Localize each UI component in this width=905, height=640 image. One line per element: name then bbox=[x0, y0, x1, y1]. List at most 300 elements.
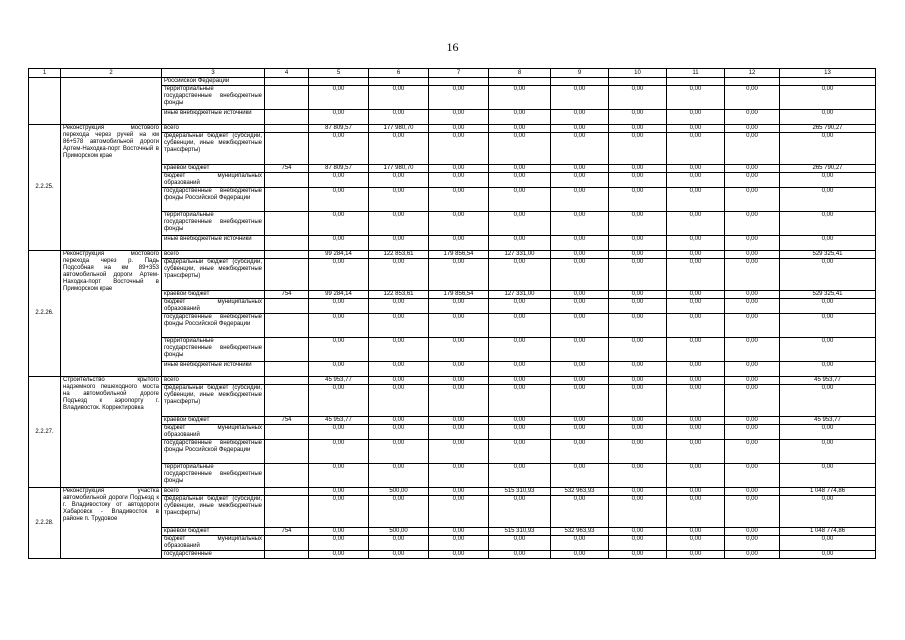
grbs-code bbox=[265, 125, 309, 133]
amount-cell: 0,00 bbox=[489, 259, 551, 291]
amount-cell: 0,00 bbox=[609, 536, 667, 551]
amount-cell: 0,00 bbox=[780, 440, 876, 464]
amount-cell: 0,00 bbox=[725, 212, 780, 236]
column-header: 4 bbox=[265, 69, 309, 78]
amount-cell: 0,00 bbox=[667, 110, 725, 125]
grbs-code bbox=[265, 251, 309, 259]
amount-cell: 0,00 bbox=[725, 291, 780, 299]
amount-cell: 0,00 bbox=[429, 425, 489, 440]
funding-source: всего bbox=[162, 251, 265, 259]
column-header: 12 bbox=[725, 69, 780, 78]
amount-cell: 0,00 bbox=[429, 125, 489, 133]
funding-source: территориальные государственные внебюджетные фонды bbox=[162, 338, 265, 362]
amount-cell: 0,00 bbox=[609, 125, 667, 133]
amount-cell: 0,00 bbox=[551, 440, 609, 464]
amount-cell: 0,00 bbox=[725, 110, 780, 125]
amount-cell: 0,00 bbox=[609, 165, 667, 173]
page-number: 16 bbox=[446, 40, 459, 54]
amount-cell: 0,00 bbox=[609, 496, 667, 528]
amount-cell: 0,00 bbox=[551, 173, 609, 188]
amount-cell: 0,00 bbox=[780, 173, 876, 188]
amount-cell: 0,00 bbox=[667, 362, 725, 377]
amount-cell: 0,00 bbox=[369, 236, 429, 251]
amount-cell: 0,00 bbox=[489, 236, 551, 251]
grbs-code: 754 bbox=[265, 528, 309, 536]
amount-cell: 0,00 bbox=[429, 86, 489, 110]
amount-cell: 0,00 bbox=[489, 551, 551, 559]
amount-cell: 0,00 bbox=[667, 299, 725, 314]
amount-cell: 0,00 bbox=[429, 173, 489, 188]
amount-cell: 0,00 bbox=[725, 551, 780, 559]
grbs-code bbox=[265, 236, 309, 251]
amount-cell: 0,00 bbox=[369, 86, 429, 110]
amount-cell: 0,00 bbox=[309, 338, 369, 362]
funding-source: всего bbox=[162, 377, 265, 385]
funding-source: территориальные государственные внебюджетные фонды bbox=[162, 464, 265, 488]
grbs-code bbox=[265, 173, 309, 188]
amount-cell: 0,00 bbox=[309, 236, 369, 251]
amount-cell: 0,00 bbox=[609, 110, 667, 125]
table-body bbox=[29, 69, 876, 559]
amount-cell: 0,00 bbox=[609, 417, 667, 425]
grbs-code bbox=[265, 488, 309, 496]
amount-cell bbox=[309, 78, 369, 86]
grbs-code bbox=[265, 110, 309, 125]
funding-source: всего bbox=[162, 488, 265, 496]
amount-cell: 0,00 bbox=[369, 536, 429, 551]
amount-cell: 0,00 bbox=[429, 488, 489, 496]
grbs-code bbox=[265, 133, 309, 165]
amount-cell: 0,00 bbox=[429, 362, 489, 377]
amount-cell: 0,00 bbox=[429, 377, 489, 385]
grbs-code bbox=[265, 86, 309, 110]
amount-cell: 0,00 bbox=[309, 440, 369, 464]
amount-cell: 0,00 bbox=[667, 377, 725, 385]
amount-cell: 0,00 bbox=[609, 425, 667, 440]
amount-cell: 0,00 bbox=[551, 496, 609, 528]
amount-cell: 0,00 bbox=[551, 385, 609, 417]
amount-cell: 1 048 774,86 bbox=[780, 488, 876, 496]
amount-cell bbox=[667, 78, 725, 86]
item-name: Строительство крытого надземного пешеходного моста на автомобильной дороге Подъезд к аэропорту г. Владивосток. Корректировка bbox=[61, 377, 162, 488]
grbs-code bbox=[265, 536, 309, 551]
funding-source: территориальные государственные внебюджетные фонды bbox=[162, 212, 265, 236]
funding-source: государственные внебюджетные фонды Российской Федерации bbox=[162, 188, 265, 212]
amount-cell: 0,00 bbox=[780, 188, 876, 212]
amount-cell: 0,00 bbox=[309, 110, 369, 125]
amount-cell: 0,00 bbox=[780, 496, 876, 528]
amount-cell: 0,00 bbox=[667, 165, 725, 173]
amount-cell: 0,00 bbox=[489, 464, 551, 488]
amount-cell: 0,00 bbox=[725, 173, 780, 188]
amount-cell: 0,00 bbox=[667, 125, 725, 133]
grbs-code bbox=[265, 385, 309, 417]
funding-source: краевой бюджет bbox=[162, 417, 265, 425]
amount-cell: 0,00 bbox=[667, 236, 725, 251]
funding-source: бюджет муниципальных образований bbox=[162, 173, 265, 188]
amount-cell: 0,00 bbox=[369, 464, 429, 488]
amount-cell: 0,00 bbox=[551, 536, 609, 551]
amount-cell: 0,00 bbox=[369, 338, 429, 362]
amount-cell: 0,00 bbox=[489, 440, 551, 464]
amount-cell: 0,00 bbox=[309, 551, 369, 559]
amount-cell: 0,00 bbox=[667, 259, 725, 291]
amount-cell: 0,00 bbox=[551, 338, 609, 362]
amount-cell bbox=[725, 78, 780, 86]
amount-cell: 0,00 bbox=[309, 425, 369, 440]
amount-cell bbox=[429, 78, 489, 86]
funding-source: государственные bbox=[162, 551, 265, 559]
amount-cell: 529 325,41 bbox=[780, 251, 876, 259]
column-header: 7 bbox=[429, 69, 489, 78]
amount-cell: 179 856,54 bbox=[429, 291, 489, 299]
grbs-code bbox=[265, 259, 309, 291]
amount-cell: 0,00 bbox=[489, 425, 551, 440]
amount-cell: 0,00 bbox=[369, 551, 429, 559]
amount-cell: 0,00 bbox=[780, 551, 876, 559]
funding-source: федеральный бюджет (субсидии, субвенции, иные межбюджетные трансферты) bbox=[162, 385, 265, 417]
amount-cell: 0,00 bbox=[429, 299, 489, 314]
amount-cell: 0,00 bbox=[725, 165, 780, 173]
funding-source: государственные внебюджетные фонды Российской Федерации bbox=[162, 440, 265, 464]
amount-cell: 0,00 bbox=[609, 314, 667, 338]
funding-source: краевой бюджет bbox=[162, 528, 265, 536]
grbs-code bbox=[265, 188, 309, 212]
amount-cell: 0,00 bbox=[725, 338, 780, 362]
column-header: 10 bbox=[609, 69, 667, 78]
amount-cell: 0,00 bbox=[780, 314, 876, 338]
amount-cell: 0,00 bbox=[551, 291, 609, 299]
grbs-code: 754 bbox=[265, 417, 309, 425]
grbs-code bbox=[265, 551, 309, 559]
amount-cell: 0,00 bbox=[725, 425, 780, 440]
amount-cell: 0,00 bbox=[780, 338, 876, 362]
amount-cell: 0,00 bbox=[369, 417, 429, 425]
amount-cell: 0,00 bbox=[609, 251, 667, 259]
amount-cell: 45 953,77 bbox=[780, 417, 876, 425]
amount-cell: 0,00 bbox=[369, 259, 429, 291]
amount-cell: 0,00 bbox=[667, 464, 725, 488]
amount-cell: 0,00 bbox=[667, 291, 725, 299]
amount-cell: 0,00 bbox=[369, 314, 429, 338]
amount-cell: 0,00 bbox=[667, 536, 725, 551]
funding-source: краевой бюджет bbox=[162, 165, 265, 173]
amount-cell: 0,00 bbox=[780, 133, 876, 165]
amount-cell: 0,00 bbox=[309, 173, 369, 188]
amount-cell: 0,00 bbox=[309, 464, 369, 488]
amount-cell: 0,00 bbox=[429, 551, 489, 559]
amount-cell: 0,00 bbox=[429, 259, 489, 291]
budget-table bbox=[28, 68, 876, 559]
funding-source: иные внебюджетные источники bbox=[162, 236, 265, 251]
funding-source: бюджет муниципальных образований bbox=[162, 425, 265, 440]
funding-source: государственные внебюджетные фонды Российской Федерации bbox=[162, 314, 265, 338]
amount-cell: 177 980,70 bbox=[369, 165, 429, 173]
amount-cell: 0,00 bbox=[667, 251, 725, 259]
amount-cell: 0,00 bbox=[609, 236, 667, 251]
amount-cell: 122 853,61 bbox=[369, 291, 429, 299]
amount-cell bbox=[489, 78, 551, 86]
amount-cell bbox=[780, 78, 876, 86]
amount-cell: 0,00 bbox=[489, 417, 551, 425]
amount-cell: 0,00 bbox=[551, 110, 609, 125]
amount-cell: 0,00 bbox=[551, 236, 609, 251]
amount-cell: 99 284,14 bbox=[309, 251, 369, 259]
amount-cell: 0,00 bbox=[667, 551, 725, 559]
amount-cell: 0,00 bbox=[667, 440, 725, 464]
amount-cell: 0,00 bbox=[725, 133, 780, 165]
amount-cell: 0,00 bbox=[429, 385, 489, 417]
amount-cell: 0,00 bbox=[489, 165, 551, 173]
amount-cell: 0,00 bbox=[780, 259, 876, 291]
amount-cell: 0,00 bbox=[780, 536, 876, 551]
amount-cell: 0,00 bbox=[551, 251, 609, 259]
grbs-code: 754 bbox=[265, 291, 309, 299]
amount-cell: 1 048 774,86 bbox=[780, 528, 876, 536]
amount-cell: 0,00 bbox=[429, 440, 489, 464]
amount-cell: 0,00 bbox=[609, 528, 667, 536]
amount-cell: 0,00 bbox=[489, 338, 551, 362]
amount-cell: 0,00 bbox=[725, 417, 780, 425]
amount-cell: 532 963,93 bbox=[551, 528, 609, 536]
amount-cell: 0,00 bbox=[725, 362, 780, 377]
amount-cell: 0,00 bbox=[551, 133, 609, 165]
amount-cell: 0,00 bbox=[429, 110, 489, 125]
amount-cell: 0,00 bbox=[551, 551, 609, 559]
amount-cell: 0,00 bbox=[489, 385, 551, 417]
column-header: 13 bbox=[780, 69, 876, 78]
amount-cell: 0,00 bbox=[780, 425, 876, 440]
amount-cell: 0,00 bbox=[780, 110, 876, 125]
amount-cell: 515 310,93 bbox=[489, 488, 551, 496]
amount-cell: 87 809,57 bbox=[309, 125, 369, 133]
header-row bbox=[29, 69, 876, 78]
amount-cell: 0,00 bbox=[489, 496, 551, 528]
amount-cell: 0,00 bbox=[780, 212, 876, 236]
grbs-code bbox=[265, 464, 309, 488]
amount-cell: 0,00 bbox=[667, 488, 725, 496]
amount-cell: 0,00 bbox=[369, 110, 429, 125]
amount-cell: 0,00 bbox=[551, 377, 609, 385]
amount-cell: 500,00 bbox=[369, 488, 429, 496]
amount-cell: 0,00 bbox=[725, 464, 780, 488]
funding-source: бюджет муниципальных образований bbox=[162, 299, 265, 314]
amount-cell: 0,00 bbox=[551, 259, 609, 291]
amount-cell: 0,00 bbox=[369, 377, 429, 385]
amount-cell: 179 856,54 bbox=[429, 251, 489, 259]
amount-cell: 99 284,14 bbox=[309, 291, 369, 299]
amount-cell: 0,00 bbox=[667, 528, 725, 536]
amount-cell: 0,00 bbox=[309, 212, 369, 236]
amount-cell: 177 980,70 bbox=[369, 125, 429, 133]
amount-cell: 0,00 bbox=[429, 496, 489, 528]
item-code: 2.2.28. bbox=[29, 488, 61, 559]
amount-cell: 0,00 bbox=[667, 173, 725, 188]
amount-cell: 0,00 bbox=[369, 212, 429, 236]
funding-source: краевой бюджет bbox=[162, 291, 265, 299]
item-code: 2.2.26. bbox=[29, 251, 61, 377]
amount-cell: 0,00 bbox=[609, 188, 667, 212]
amount-cell: 0,00 bbox=[369, 385, 429, 417]
amount-cell: 0,00 bbox=[551, 362, 609, 377]
amount-cell: 122 853,61 bbox=[369, 251, 429, 259]
item-name: Реконструкция мостового перехода через р. Падь Подсобная на км 89+353 автомобильной дороги Артем-Находка-порт Восточный в Приморском крае bbox=[61, 251, 162, 377]
amount-cell: 0,00 bbox=[725, 385, 780, 417]
column-header: 6 bbox=[369, 69, 429, 78]
amount-cell: 0,00 bbox=[667, 314, 725, 338]
item-name bbox=[61, 78, 162, 125]
amount-cell: 0,00 bbox=[309, 314, 369, 338]
column-header: 5 bbox=[309, 69, 369, 78]
amount-cell: 0,00 bbox=[489, 86, 551, 110]
amount-cell: 0,00 bbox=[609, 86, 667, 110]
amount-cell: 45 953,77 bbox=[309, 377, 369, 385]
amount-cell: 0,00 bbox=[551, 188, 609, 212]
amount-cell: 0,00 bbox=[609, 291, 667, 299]
amount-cell: 0,00 bbox=[551, 86, 609, 110]
grbs-code bbox=[265, 496, 309, 528]
amount-cell: 0,00 bbox=[551, 299, 609, 314]
amount-cell: 0,00 bbox=[489, 377, 551, 385]
grbs-code bbox=[265, 377, 309, 385]
amount-cell: 0,00 bbox=[309, 188, 369, 212]
amount-cell: 532 963,93 bbox=[551, 488, 609, 496]
amount-cell: 0,00 bbox=[429, 188, 489, 212]
funding-source: всего bbox=[162, 125, 265, 133]
amount-cell: 0,00 bbox=[551, 165, 609, 173]
amount-cell: 0,00 bbox=[551, 314, 609, 338]
grbs-code bbox=[265, 78, 309, 86]
column-header: 3 bbox=[162, 69, 265, 78]
column-header: 11 bbox=[667, 69, 725, 78]
amount-cell: 0,00 bbox=[725, 528, 780, 536]
amount-cell: 0,00 bbox=[429, 464, 489, 488]
amount-cell: 0,00 bbox=[551, 125, 609, 133]
amount-cell: 0,00 bbox=[780, 362, 876, 377]
amount-cell: 0,00 bbox=[780, 299, 876, 314]
amount-cell: 0,00 bbox=[725, 299, 780, 314]
amount-cell: 0,00 bbox=[725, 377, 780, 385]
table-row bbox=[29, 377, 876, 385]
amount-cell: 0,00 bbox=[609, 440, 667, 464]
amount-cell: 0,00 bbox=[309, 536, 369, 551]
amount-cell: 0,00 bbox=[725, 236, 780, 251]
amount-cell: 0,00 bbox=[609, 551, 667, 559]
amount-cell: 0,00 bbox=[725, 488, 780, 496]
amount-cell: 0,00 bbox=[725, 496, 780, 528]
amount-cell: 0,00 bbox=[780, 86, 876, 110]
amount-cell: 0,00 bbox=[309, 496, 369, 528]
amount-cell: 0,00 bbox=[429, 528, 489, 536]
funding-source: иные внебюджетные источники bbox=[162, 362, 265, 377]
amount-cell: 0,00 bbox=[667, 496, 725, 528]
grbs-code bbox=[265, 314, 309, 338]
amount-cell: 0,00 bbox=[309, 362, 369, 377]
column-header: 2 bbox=[61, 69, 162, 78]
amount-cell: 0,00 bbox=[489, 314, 551, 338]
amount-cell: 0,00 bbox=[667, 385, 725, 417]
amount-cell: 0,00 bbox=[551, 212, 609, 236]
funding-source: федеральный бюджет (субсидии, субвенции, иные межбюджетные трансферты) bbox=[162, 259, 265, 291]
funding-source: федеральный бюджет (субсидии, субвенции, иные межбюджетные трансферты) bbox=[162, 496, 265, 528]
amount-cell: 0,00 bbox=[369, 496, 429, 528]
grbs-code: 754 bbox=[265, 165, 309, 173]
amount-cell: 127 331,00 bbox=[489, 291, 551, 299]
amount-cell: 515 310,93 bbox=[489, 528, 551, 536]
amount-cell: 0,00 bbox=[429, 536, 489, 551]
item-code bbox=[29, 78, 61, 125]
amount-cell: 0,00 bbox=[489, 110, 551, 125]
amount-cell: 500,00 bbox=[369, 528, 429, 536]
amount-cell: 0,00 bbox=[489, 212, 551, 236]
amount-cell: 0,00 bbox=[725, 251, 780, 259]
amount-cell: 0,00 bbox=[609, 377, 667, 385]
amount-cell: 0,00 bbox=[609, 173, 667, 188]
table-row bbox=[29, 78, 876, 86]
amount-cell bbox=[609, 78, 667, 86]
amount-cell: 0,00 bbox=[369, 173, 429, 188]
amount-cell: 0,00 bbox=[309, 385, 369, 417]
amount-cell: 45 953,77 bbox=[309, 417, 369, 425]
amount-cell: 0,00 bbox=[609, 338, 667, 362]
amount-cell bbox=[369, 78, 429, 86]
grbs-code bbox=[265, 212, 309, 236]
amount-cell: 0,00 bbox=[309, 299, 369, 314]
amount-cell: 0,00 bbox=[309, 86, 369, 110]
amount-cell: 0,00 bbox=[725, 86, 780, 110]
table-row bbox=[29, 251, 876, 259]
item-code: 2.2.25. bbox=[29, 125, 61, 251]
column-header: 9 bbox=[551, 69, 609, 78]
amount-cell: 0,00 bbox=[725, 440, 780, 464]
amount-cell: 0,00 bbox=[609, 488, 667, 496]
amount-cell: 87 809,57 bbox=[309, 165, 369, 173]
amount-cell: 0,00 bbox=[609, 133, 667, 165]
amount-cell: 0,00 bbox=[667, 417, 725, 425]
amount-cell: 0,00 bbox=[369, 440, 429, 464]
amount-cell: 0,00 bbox=[551, 425, 609, 440]
column-header: 8 bbox=[489, 69, 551, 78]
amount-cell: 0,00 bbox=[369, 188, 429, 212]
amount-cell: 0,00 bbox=[369, 425, 429, 440]
amount-cell: 0,00 bbox=[309, 259, 369, 291]
amount-cell: 0,00 bbox=[489, 173, 551, 188]
funding-source: федеральный бюджет (субсидии, субвенции, иные межбюджетные трансферты) bbox=[162, 133, 265, 165]
amount-cell: 265 790,27 bbox=[780, 165, 876, 173]
amount-cell: 127 331,00 bbox=[489, 251, 551, 259]
amount-cell: 0,00 bbox=[489, 125, 551, 133]
amount-cell: 0,00 bbox=[369, 299, 429, 314]
amount-cell: 0,00 bbox=[429, 338, 489, 362]
amount-cell: 0,00 bbox=[609, 212, 667, 236]
amount-cell: 0,00 bbox=[725, 314, 780, 338]
amount-cell: 0,00 bbox=[429, 236, 489, 251]
funding-source: иные внебюджетные источники bbox=[162, 110, 265, 125]
amount-cell: 0,00 bbox=[667, 212, 725, 236]
amount-cell: 0,00 bbox=[489, 536, 551, 551]
amount-cell: 45 953,77 bbox=[780, 377, 876, 385]
amount-cell: 0,00 bbox=[429, 165, 489, 173]
amount-cell: 0,00 bbox=[780, 385, 876, 417]
amount-cell: 0,00 bbox=[369, 133, 429, 165]
amount-cell: 0,00 bbox=[609, 464, 667, 488]
amount-cell: 0,00 bbox=[489, 188, 551, 212]
amount-cell: 0,00 bbox=[609, 362, 667, 377]
amount-cell: 0,00 bbox=[429, 314, 489, 338]
amount-cell: 0,00 bbox=[780, 236, 876, 251]
amount-cell: 0,00 bbox=[725, 125, 780, 133]
amount-cell: 0,00 bbox=[667, 133, 725, 165]
